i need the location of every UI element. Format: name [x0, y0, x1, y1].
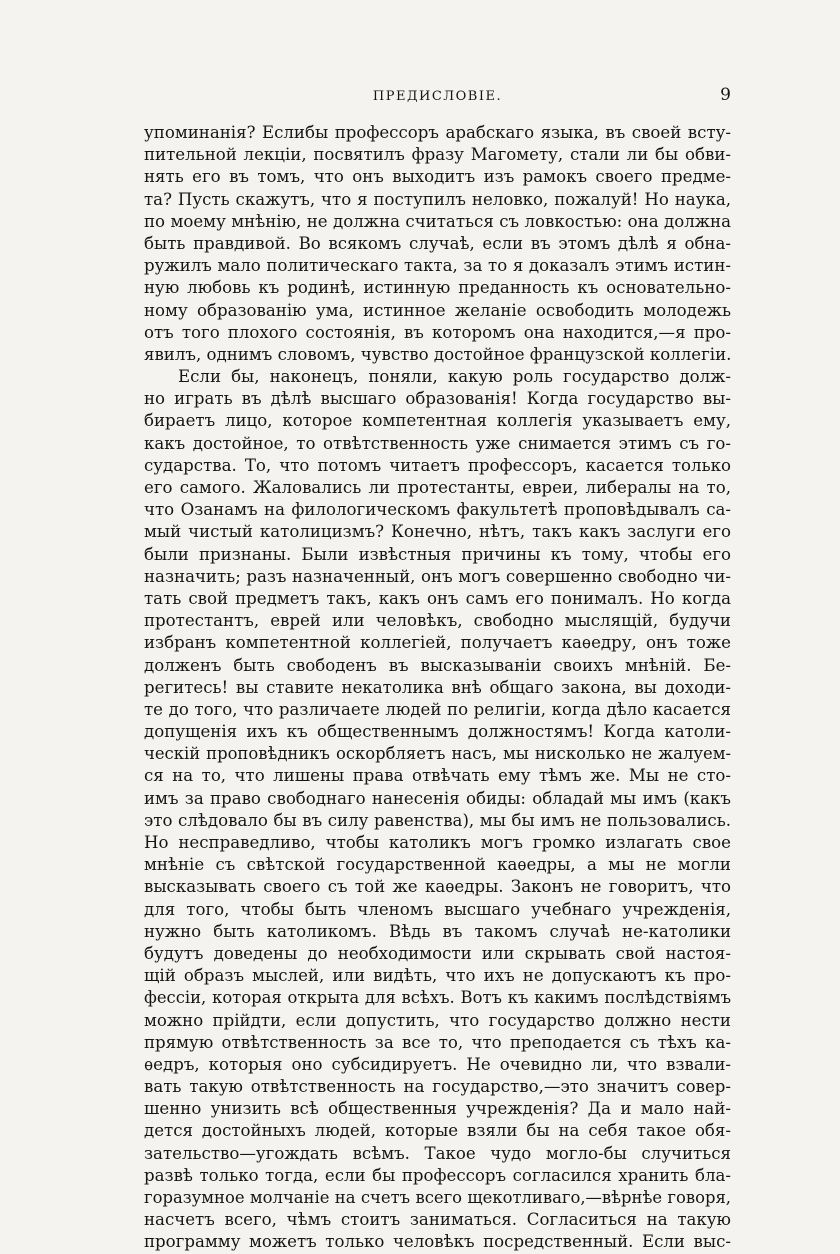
text-line: шенно унизить всѣ общественныя учрежденія? Да и мало най-: [144, 1099, 731, 1119]
text-line: горазумное молчаніе на счетъ всего щекотливаго,—вѣрнѣе говоря,: [144, 1188, 731, 1207]
text-line: пительной лекціи, посвятилъ фразу Магомету, стали ли бы обви-: [144, 145, 731, 165]
text-line: для того, чтобы быть членомъ высшаго учебнаго учрежденія,: [144, 899, 731, 919]
text-line: отъ того плохого состоянія, въ которомъ она находится,—я про-: [144, 322, 731, 342]
text-line: ному образованію ума, истинное желаніе освободить молодежь: [144, 300, 731, 320]
text-line: мнѣніе съ свѣтской государственной каѳедры, а мы не могли: [144, 855, 731, 875]
text-line: прямую отвѣтственность за все то, что преподается съ тѣхъ ка-: [144, 1032, 731, 1052]
text-line: сударства. То, что потомъ читаетъ профессоръ, касается только: [144, 455, 731, 475]
text-line: насчетъ всего, чѣмъ стоитъ заниматься. Согласиться на такую: [144, 1210, 731, 1230]
body-text: [144, 122, 731, 1254]
text-line: бираетъ лицо, которое компетентная коллегія указываетъ ему,: [144, 411, 731, 431]
text-line: его самого. Жаловались ли протестанты, евреи, либералы на то,: [144, 478, 731, 497]
text-line: зательство—угождать всѣмъ. Такое чудо могло-бы случиться: [144, 1143, 731, 1163]
text-line: явилъ, однимъ словомъ, чувство достойное французской коллегіи.: [144, 344, 731, 364]
text-line: назначить; разъ назначенный, онъ могъ совершенно свободно чи-: [144, 566, 731, 586]
text-line: мый чистый католицизмъ? Конечно, нѣтъ, такъ какъ заслуги его: [144, 522, 731, 542]
text-line: щій образъ мыслей, или видѣть, что ихъ не допускаютъ къ про-: [144, 966, 731, 986]
text-line: те до того, что различаете людей по религіи, когда дѣло касается: [144, 699, 731, 719]
text-line: Но несправедливо, чтобы католикъ могъ громко излагать свое: [144, 833, 731, 852]
text-line: допущенія ихъ къ общественнымъ должностямъ! Когда католи-: [144, 722, 731, 742]
text-line: это слѣдовало бы въ силу равенства), мы бы имъ не пользовались.: [144, 810, 731, 830]
text-line: быть правдивой. Во всякомъ случаѣ, если въ этомъ дѣлѣ я обна-: [144, 233, 731, 253]
text-line: протестантъ, еврей или человѣкъ, свободно мыслящій, будучи: [144, 611, 731, 631]
text-line: нужно быть католикомъ. Вѣдь въ такомъ случаѣ не-католики: [144, 921, 731, 941]
running-title: ПРЕДИСЛОВІЕ.: [372, 89, 503, 104]
text-line: будутъ доведены до необходимости или скрывать свой настоя-: [144, 943, 731, 963]
text-line: что Озанамъ на филологическомъ факультетѣ проповѣдывалъ са-: [144, 500, 731, 520]
text-line: ческій проповѣдникъ оскорбляетъ насъ, мы нисколько не жалуем-: [144, 744, 731, 764]
text-line: ся на то, что лишены права отвѣчать ему тѣмъ же. Мы не сто-: [144, 766, 731, 786]
text-line: высказывать своего съ той же каѳедры. Законъ не говоритъ, что: [144, 877, 731, 897]
text-line: ѳедръ, которыя оно субсидируетъ. Не очевидно ли, что взвали-: [144, 1054, 731, 1074]
text-line: регитесь! вы ставите некатолика внѣ общаго закона, вы доходи-: [144, 677, 731, 697]
text-line: были признаны. Были извѣстныя причины къ тому, чтобы его: [144, 544, 731, 564]
text-line: программу можетъ только человѣкъ посредственный. Если выс-: [144, 1232, 731, 1252]
text-line: ружилъ мало политическаго такта, за то я доказалъ этимъ истин-: [144, 256, 731, 276]
text-line: имъ за право свободнаго нанесенія обиды: обладай мы имъ (какъ: [144, 788, 731, 808]
text-line: тать свой предметъ такъ, какъ онъ самъ его понималъ. Но когда: [144, 588, 731, 608]
text-line: та? Пусть скажутъ, что я поступилъ неловко, пожалуй! Но наука,: [144, 189, 731, 209]
text-line: вать такую отвѣтственность на государство,—это значитъ совер-: [144, 1077, 731, 1097]
text-line: ную любовь къ родинѣ, истинную преданность къ основательно-: [144, 278, 731, 298]
text-line: по моему мнѣнію, не должна считаться съ ловкостью: она должна: [144, 211, 731, 231]
page-number: 9: [720, 85, 731, 105]
text-line: можно прійдти, если допустить, что государство должно нести: [144, 1010, 731, 1030]
text-line: долженъ быть свободенъ въ высказываніи своихъ мнѣній. Бе-: [144, 655, 731, 675]
text-line: какъ достойное, то отвѣтственность уже снимается этимъ съ го-: [144, 433, 731, 453]
text-line: избранъ компетентной коллегіей, получаетъ каѳедру, онъ тоже: [144, 633, 731, 653]
text-line: но играть въ дѣлѣ высшаго образованія! Когда государство вы-: [144, 389, 731, 409]
running-head: [144, 85, 731, 109]
text-line: упоминанія? Еслибы профессоръ арабскаго языка, въ своей всту-: [144, 123, 731, 142]
text-line: Если бы, наконецъ, поняли, какую роль государство долж-: [178, 367, 731, 387]
text-line: дется достойныхъ людей, которые взяли бы на себя такое обя-: [144, 1121, 731, 1141]
text-line: нять его въ томъ, что онъ выходитъ изъ рамокъ своего предме-: [144, 167, 731, 187]
text-line: фессіи, которая открыта для всѣхъ. Вотъ къ какимъ послѣдствіямъ: [144, 988, 731, 1008]
text-line: развѣ только тогда, если бы профессоръ согласился хранить бла-: [144, 1165, 731, 1185]
